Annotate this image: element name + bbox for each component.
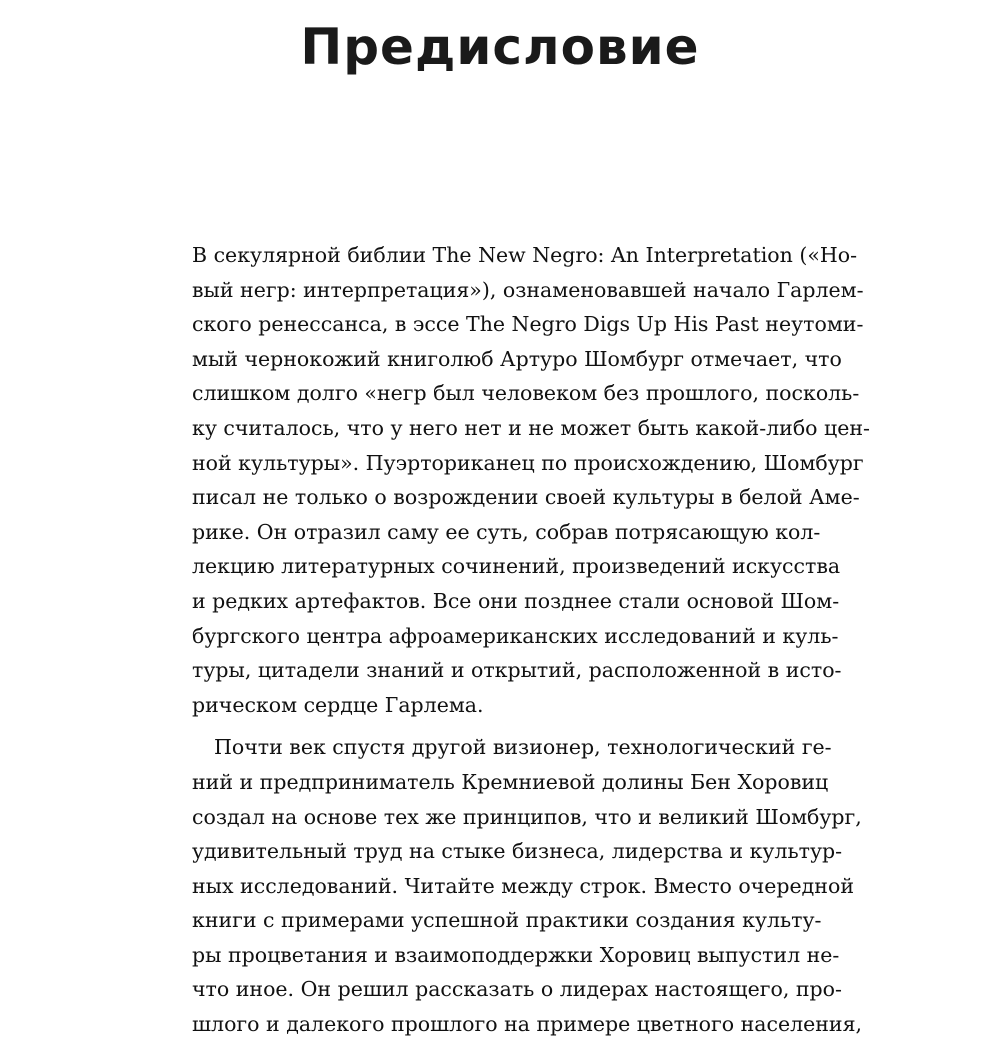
- text-line: вый негр: интерпретация»), ознаменовавшей начало Гарлем-: [192, 277, 864, 302]
- text-line: рике. Он отразил саму ее суть, собрав потрясающую кол-: [192, 519, 821, 544]
- page-title: Предисловие: [300, 18, 700, 76]
- text-line: мый чернокожий книголюб Артуро Шомбург отмечает, что: [192, 346, 842, 371]
- text-line: слишком долго «негр был человеком без прошлого, посколь-: [192, 381, 860, 406]
- text-line: ной культуры». Пуэрториканец по происхождению, Шомбург: [192, 450, 864, 475]
- text-line: ры процветания и взаимоподдержки Хоровиц выпустил не-: [192, 942, 840, 967]
- paragraph-gap: [192, 722, 812, 730]
- text-line: бургского центра афроамериканских исследований и куль-: [192, 623, 839, 648]
- body-text: [192, 238, 870, 1042]
- text-line: лекцию литературных сочинений, произведений искусства: [192, 554, 841, 579]
- text-line: и редких артефактов. Все они позднее стали основой Шом-: [192, 588, 840, 613]
- text-line: создал на основе тех же принципов, что и великий Шомбург,: [192, 804, 862, 829]
- paragraph-1: [192, 238, 870, 722]
- text-line: туры, цитадели знаний и открытий, расположенной в исто-: [192, 658, 842, 683]
- text-line: рическом сердце Гарлема.: [192, 692, 484, 717]
- text-line: В секулярной библии The New Negro: An Interpretation («Но-: [192, 243, 858, 267]
- text-line: ку считалось, что у него нет и не может быть какой-либо цен-: [192, 415, 870, 440]
- text-line: ных исследований. Читайте между строк. Вместо очередной: [192, 873, 854, 898]
- text-line: Почти век спустя другой визионер, технологический ге-: [214, 735, 832, 760]
- text-line: удивительный труд на стыке бизнеса, лидерства и культур-: [192, 839, 843, 864]
- text-line: ского ренессанса, в эссе The Negro Digs Up His Past неутоми-: [192, 312, 864, 337]
- text-line: ний и предприниматель Кремниевой долины Бен Хоровиц: [192, 769, 829, 794]
- text-line: книги с примерами успешной практики создания культу-: [192, 908, 822, 933]
- paragraph-2: [192, 730, 863, 1041]
- text-line: писал не только о возрождении своей культуры в белой Аме-: [192, 485, 860, 510]
- text-line: шлого и далекого прошлого на примере цветного населения,: [192, 1012, 863, 1037]
- text-line: что иное. Он решил рассказать о лидерах настоящего, про-: [192, 977, 842, 1002]
